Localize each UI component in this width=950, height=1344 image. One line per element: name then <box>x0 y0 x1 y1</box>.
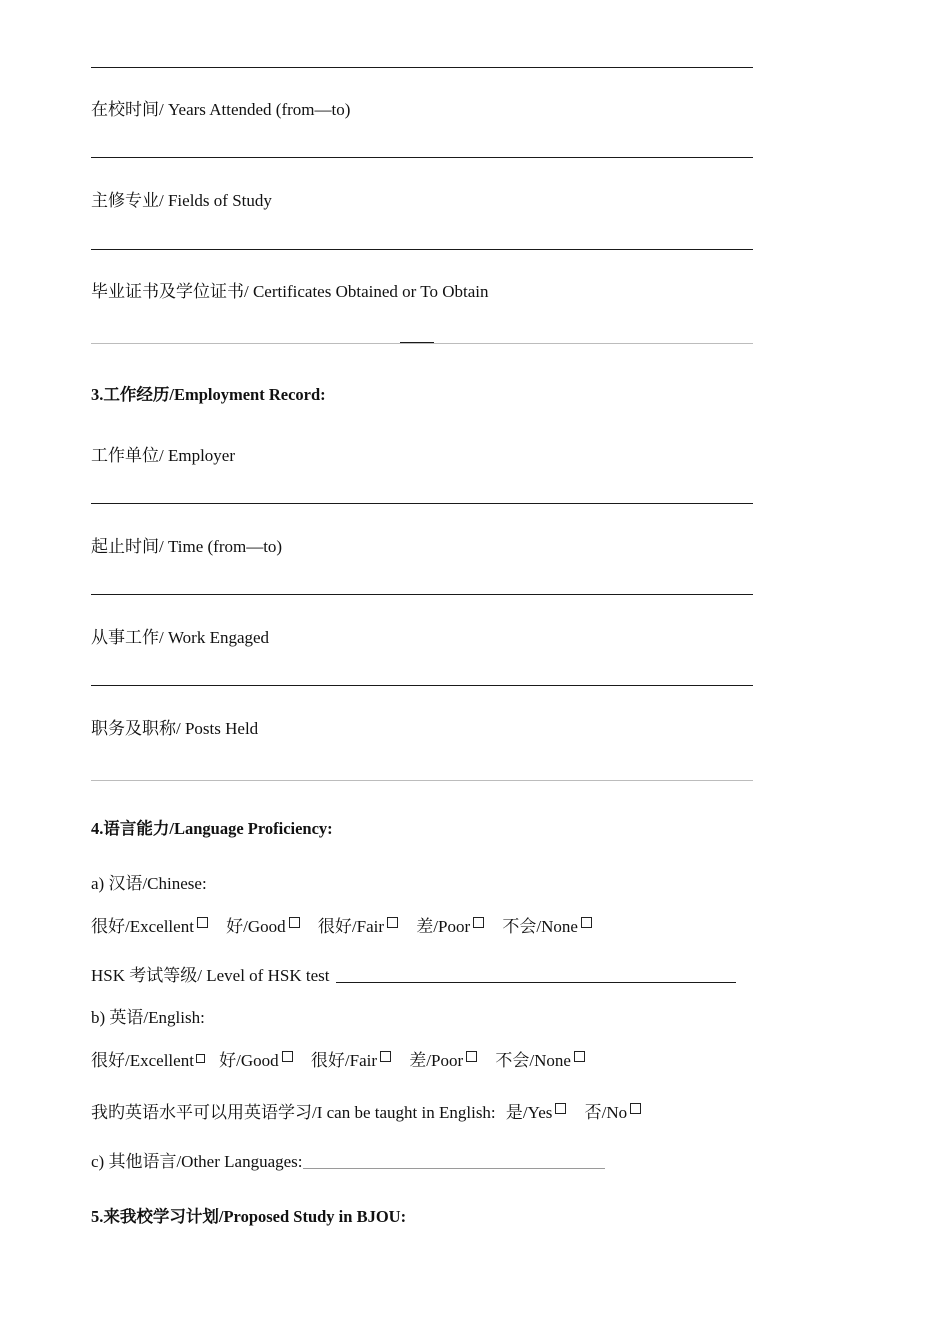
certificates-label: 毕业证书及学位证书/ Certificates Obtained or To Obtain <box>91 282 489 301</box>
hsk-input[interactable] <box>336 982 736 983</box>
english-taught-yes-label: 是/Yes <box>505 1103 553 1122</box>
work-engaged-label: 从事工作/ Work Engaged <box>91 628 270 647</box>
fields-of-study-label: 主修专业/ Fields of Study <box>91 191 272 210</box>
years-attended-label: 在校时间/ Years Attended (from—to) <box>91 100 351 119</box>
english-fair-checkbox[interactable] <box>380 1051 391 1062</box>
english-good-checkbox[interactable] <box>282 1051 293 1062</box>
english-good-label: 好/Good <box>219 1051 279 1070</box>
posts-held-label: 职务及职称/ Posts Held <box>91 719 259 738</box>
chinese-excellent-label: 很好/Excellent <box>91 917 194 936</box>
chinese-good-label: 好/Good <box>226 917 286 936</box>
chinese-fair-label: 很好/Fair <box>317 917 385 936</box>
employment-heading: 3.工作经历/Employment Record: <box>91 385 326 404</box>
english-options <box>91 1046 599 1071</box>
hsk-row <box>91 961 736 986</box>
chinese-options <box>91 912 606 937</box>
chinese-good-checkbox[interactable] <box>289 917 300 928</box>
fill-line-school-name[interactable] <box>91 67 753 68</box>
english-poor-checkbox[interactable] <box>466 1051 477 1062</box>
fill-line-years-attended[interactable] <box>91 157 753 158</box>
english-excellent-label: 很好/Excellent <box>91 1051 194 1070</box>
english-poor-label: 差/Poor <box>409 1051 464 1070</box>
study-plan-heading: 5.来我校学习计划/Proposed Study in BJOU: <box>91 1207 407 1226</box>
english-taught-no-checkbox[interactable] <box>630 1103 641 1114</box>
english-taught-yes-checkbox[interactable] <box>555 1103 566 1114</box>
chinese-poor-checkbox[interactable] <box>473 917 484 928</box>
other-languages-input[interactable] <box>303 1168 605 1169</box>
fill-line-posts-held[interactable] <box>91 780 753 781</box>
line-mark <box>400 342 434 343</box>
english-none-checkbox[interactable] <box>574 1051 585 1062</box>
fill-line-time[interactable] <box>91 594 753 595</box>
english-taught-row <box>91 1098 655 1123</box>
chinese-none-label: 不会/None <box>502 917 578 936</box>
chinese-label: a) 汉语/Chinese: <box>91 874 207 893</box>
english-label: b) 英语/English: <box>91 1008 205 1027</box>
english-fair-label: 很好/Fair <box>310 1051 378 1070</box>
time-label: 起止时间/ Time (from—to) <box>91 537 283 556</box>
english-none-label: 不会/None <box>495 1051 571 1070</box>
hsk-label: HSK 考试等级/ Level of HSK test <box>91 966 330 985</box>
chinese-poor-label: 差/Poor <box>416 917 471 936</box>
english-taught-no-label: 否/No <box>584 1103 628 1122</box>
fill-line-fields-of-study[interactable] <box>91 249 753 250</box>
employer-label: 工作单位/ Employer <box>91 446 236 465</box>
other-languages-label: c) 其他语言/Other Languages: <box>91 1152 303 1171</box>
fill-line-work-engaged[interactable] <box>91 685 753 686</box>
fill-line-employer[interactable] <box>91 503 753 504</box>
chinese-none-checkbox[interactable] <box>581 917 592 928</box>
language-heading: 4.语言能力/Language Proficiency: <box>91 819 333 838</box>
chinese-fair-checkbox[interactable] <box>387 917 398 928</box>
english-excellent-checkbox[interactable] <box>196 1054 205 1063</box>
fill-line-certificates[interactable] <box>91 343 753 344</box>
english-taught-label: 我旳英语水平可以用英语学习/I can be taught in English: <box>91 1103 496 1122</box>
other-languages-row <box>91 1147 605 1172</box>
chinese-excellent-checkbox[interactable] <box>197 917 208 928</box>
